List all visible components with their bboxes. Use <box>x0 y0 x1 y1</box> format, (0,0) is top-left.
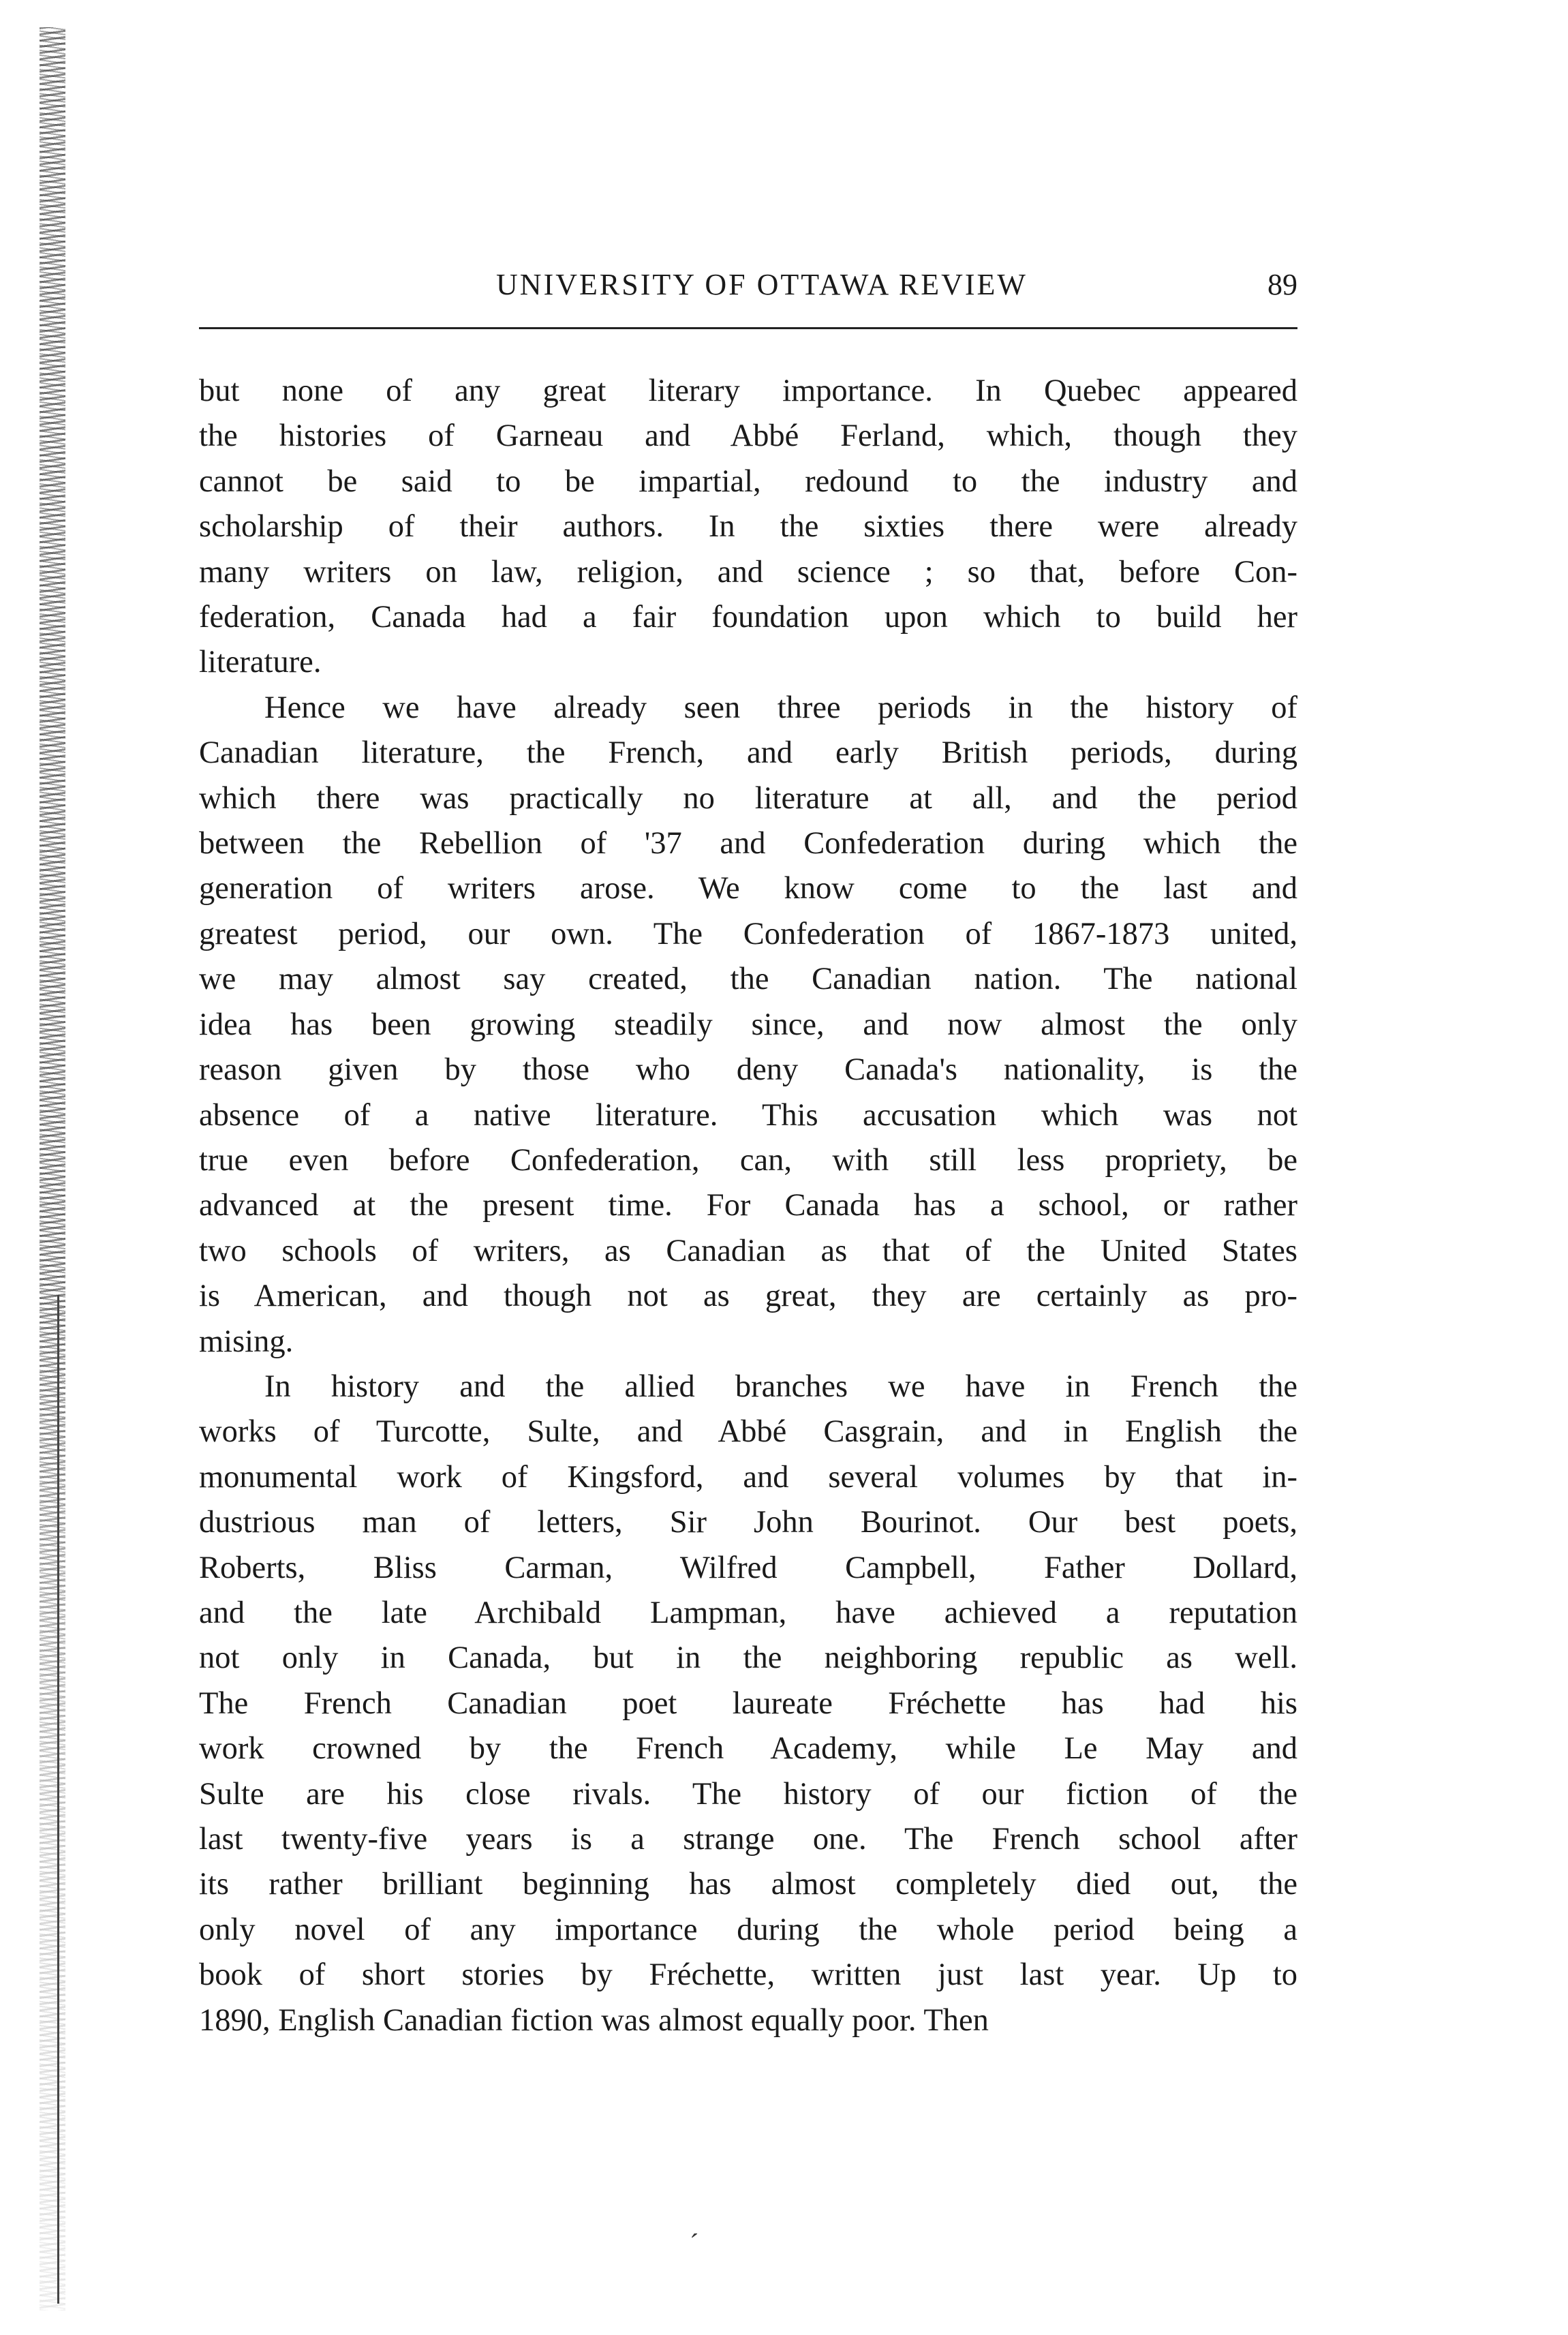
text-line: federation, Canada had a fair foundation upon which to build her <box>199 600 1297 635</box>
stray-mark: ˊ <box>690 2228 699 2259</box>
text-line: which there was practically no literature at all, and the period <box>199 780 1297 816</box>
text-line: The French Canadian poet laureate Fréchette has had his <box>199 1685 1297 1721</box>
text-line: dustrious man of letters, Sir John Bourinot. Our best poets, <box>199 1505 1297 1540</box>
text-line: we may almost say created, the Canadian nation. The national <box>199 962 1297 997</box>
text-line: scholarship of their authors. In the sixties there were already <box>199 509 1297 545</box>
text-line: generation of writers arose. We know come to the last and <box>199 871 1297 906</box>
text-line: monumental work of Kingsford, and several volumes by that in- <box>199 1459 1297 1495</box>
text-line: book of short stories by Fréchette, written just last year. Up to <box>199 1957 1297 1993</box>
paragraph <box>199 1364 1297 2043</box>
paragraph <box>199 369 1297 686</box>
text-line: two schools of writers, as Canadian as that of the United States <box>199 1233 1297 1268</box>
page-header <box>199 252 1297 329</box>
running-head: UNIVERSITY OF OTTAWA REVIEW <box>496 268 1028 301</box>
text-line: work crowned by the French Academy, while Le May and <box>199 1731 1297 1767</box>
page-number: 89 <box>1267 268 1297 301</box>
text-line: 1890, English Canadian fiction was almost equally poor. Then <box>199 2002 989 2038</box>
text-line: not only in Canada, but in the neighboring republic as well. <box>199 1640 1297 1676</box>
text-line: its rather brilliant beginning has almost completely died out, the <box>199 1867 1297 1902</box>
text-line: only novel of any importance during the whole period being a <box>199 1912 1297 1947</box>
text-line: true even before Confederation, can, with still less propriety, be <box>199 1142 1297 1178</box>
text-line: mising. <box>199 1324 294 1359</box>
text-line: Roberts, Bliss Carman, Wilfred Campbell, Father Dollard, <box>199 1550 1297 1585</box>
page-content <box>199 252 1297 2043</box>
text-line: advanced at the present time. For Canada has a school, or rather <box>199 1188 1297 1223</box>
text-line: last twenty-five years is a strange one. The French school after <box>199 1822 1297 1857</box>
text-line: Hence we have already seen three periods in the history of <box>264 690 1297 725</box>
text-line: and the late Archibald Lampman, have achieved a reputation <box>199 1595 1297 1630</box>
text-line: the histories of Garneau and Abbé Ferland, which, though they <box>199 418 1297 454</box>
text-line: In history and the allied branches we have in French the <box>264 1369 1297 1404</box>
body-text <box>199 369 1297 2043</box>
text-line: greatest period, our own. The Confederation of 1867-1873 united, <box>199 916 1297 951</box>
book-spine-edge <box>57 1295 63 2304</box>
text-line: idea has been growing steadily since, and now almost the only <box>199 1007 1297 1042</box>
text-line: but none of any great literary importance. In Quebec appeared <box>199 373 1297 408</box>
text-line: Canadian literature, the French, and early British periods, during <box>199 735 1297 771</box>
text-line: many writers on law, religion, and science ; so that, before Con- <box>199 554 1297 590</box>
text-line: reason given by those who deny Canada's nationality, is the <box>199 1052 1297 1088</box>
text-line: works of Turcotte, Sulte, and Abbé Casgrain, and in English the <box>199 1414 1297 1450</box>
text-line: is American, and though not as great, they are certainly as pro- <box>199 1279 1297 1314</box>
text-line: literature. <box>199 645 322 680</box>
text-line: absence of a native literature. This accusation which was not <box>199 1097 1297 1133</box>
text-line: Sulte are his close rivals. The history of our fiction of the <box>199 1776 1297 1812</box>
text-line: between the Rebellion of '37 and Confederation during which the <box>199 826 1297 861</box>
text-line: cannot be said to be impartial, redound to the industry and <box>199 463 1297 499</box>
paragraph <box>199 686 1297 1364</box>
